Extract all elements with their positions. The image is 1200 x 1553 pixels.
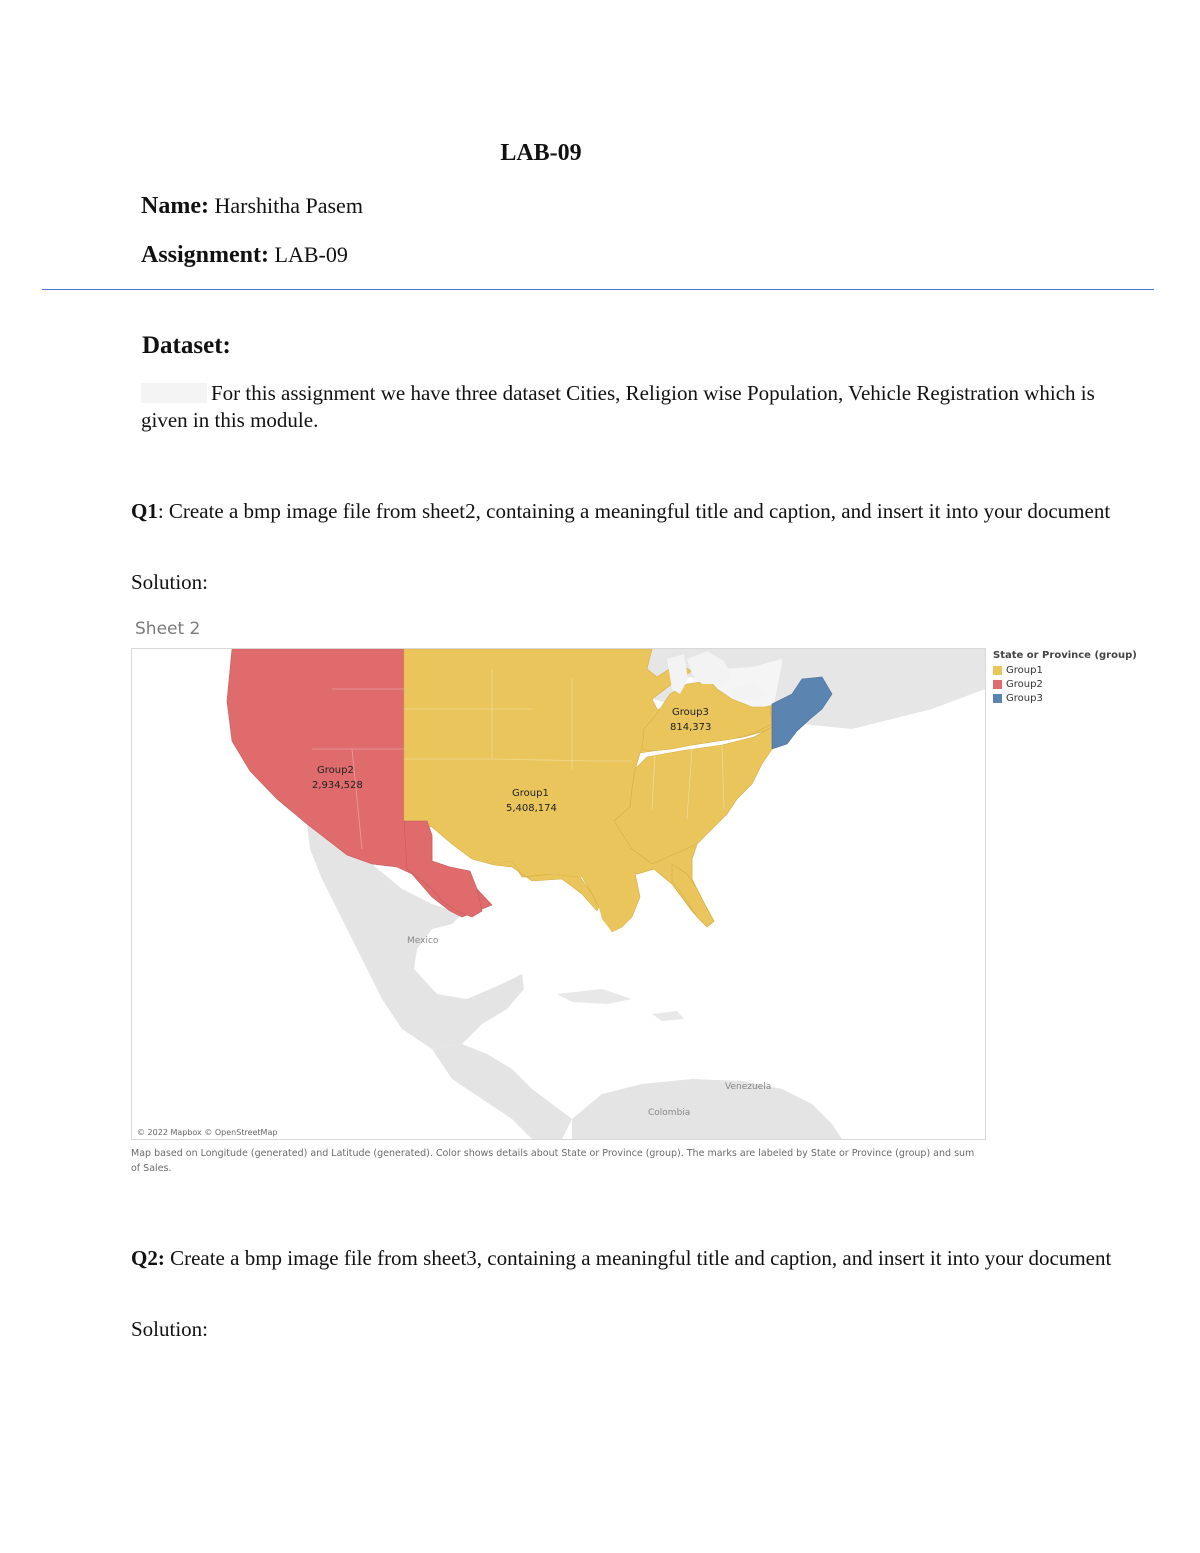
legend-label-group2: Group2 bbox=[1006, 678, 1043, 690]
question-1-solution-label: Solution: bbox=[131, 570, 209, 594]
dataset-heading: Dataset: bbox=[142, 332, 231, 359]
map-caption: Map based on Longitude (generated) and Latitude (generated). Color shows details about State or Province (group). The marks are labeled by State or Province (group) and sum of Sales. bbox=[131, 1148, 975, 1174]
group2-name-label: Group2 bbox=[317, 765, 354, 776]
paragraph-indent bbox=[141, 383, 207, 403]
legend-item-group3[interactable] bbox=[993, 691, 1137, 705]
legend-title: State or Province (group) bbox=[993, 650, 1137, 661]
assignment-value: LAB-09 bbox=[274, 242, 348, 267]
legend-item-group2[interactable] bbox=[993, 677, 1137, 691]
question-1 bbox=[131, 498, 1121, 525]
group1-sales-label: 5,408,174 bbox=[506, 803, 557, 814]
legend-swatch-group2 bbox=[993, 680, 1002, 689]
legend-label-group1: Group1 bbox=[1006, 664, 1043, 676]
question-2-solution-label: Solution: bbox=[131, 1317, 209, 1341]
geo-label-venezuela: Venezuela bbox=[725, 1082, 772, 1092]
group3-sales-label: 814,373 bbox=[670, 722, 712, 733]
question-1-label: Q1 bbox=[131, 499, 158, 523]
geo-label-colombia: Colombia bbox=[648, 1108, 691, 1118]
map-legend bbox=[993, 650, 1137, 705]
name-value: Harshitha Pasem bbox=[214, 193, 363, 218]
legend-label-group3: Group3 bbox=[1006, 692, 1043, 704]
name-label: Name: bbox=[141, 193, 209, 219]
assignment-label: Assignment: bbox=[141, 242, 270, 268]
legend-swatch-group1 bbox=[993, 666, 1002, 675]
geo-label-mexico: Mexico bbox=[407, 936, 439, 946]
map-attribution: © 2022 Mapbox © OpenStreetMap bbox=[137, 1128, 278, 1137]
legend-swatch-group3 bbox=[993, 694, 1002, 703]
map-canvas bbox=[132, 649, 985, 1139]
question-1-text: : Create a bmp image file from sheet2, containing a meaningful title and caption, and insert it into your document bbox=[157, 499, 1111, 523]
question-2-text: Create a bmp image file from sheet3, containing a meaningful title and caption, and insert it into your document bbox=[164, 1246, 1112, 1270]
dataset-paragraph bbox=[141, 380, 1131, 434]
question-2-label: Q2: bbox=[131, 1246, 165, 1270]
group1-name-label: Group1 bbox=[512, 788, 549, 799]
horizontal-rule bbox=[42, 289, 1154, 290]
dataset-text: For this assignment we have three dataset Cities, Religion wise Population, Vehicle Registration which is given in this module. bbox=[141, 381, 1095, 432]
question-2 bbox=[131, 1245, 1121, 1272]
group3-name-label: Group3 bbox=[672, 707, 709, 718]
document-title: LAB-09 bbox=[500, 140, 582, 166]
sheet-title: Sheet 2 bbox=[135, 619, 201, 639]
name-line bbox=[141, 193, 363, 220]
legend-item-group1[interactable] bbox=[993, 663, 1137, 677]
group2-sales-label: 2,934,528 bbox=[312, 780, 363, 791]
map-figure bbox=[131, 648, 986, 1140]
assignment-line bbox=[141, 242, 348, 269]
